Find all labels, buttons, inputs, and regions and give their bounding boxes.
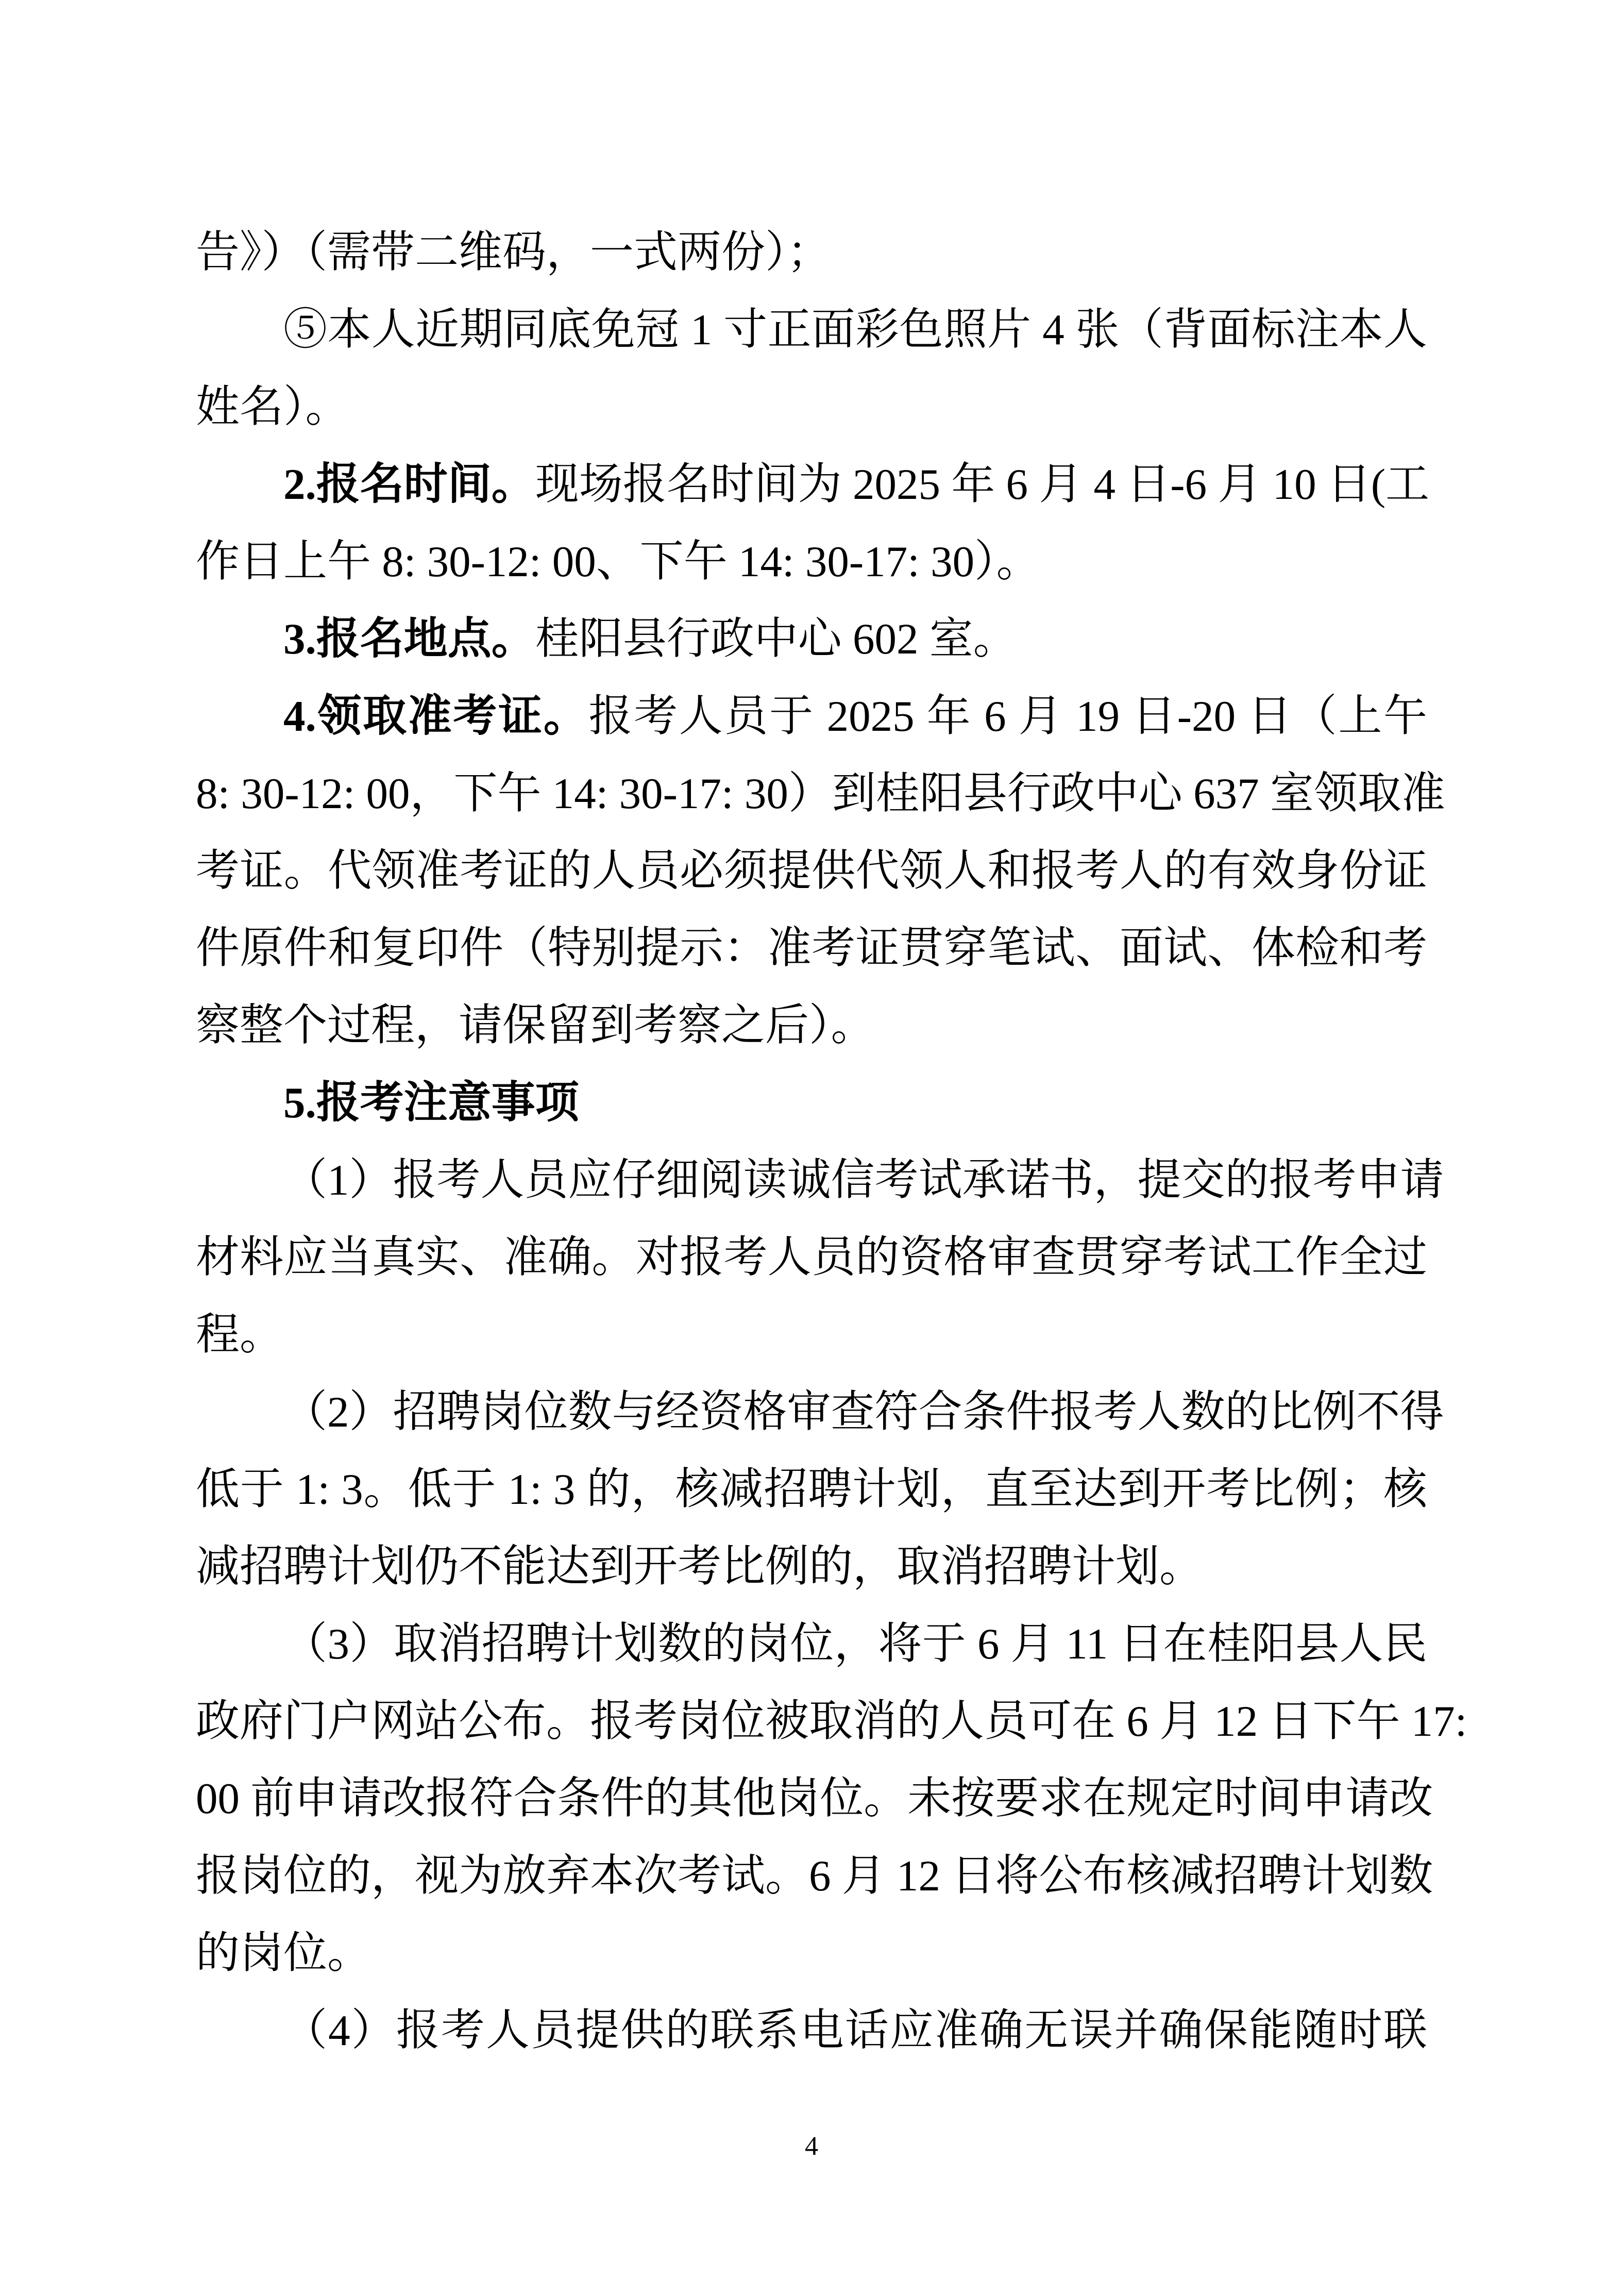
text-run: 政府门户网站公布。报考岗位被取消的人员可在 6 月 12 日下午 17: [196, 1697, 1467, 1746]
text-line [196, 1915, 1427, 1992]
text-line [196, 1451, 1427, 1528]
text-line [196, 1683, 1467, 1760]
text-line [196, 1837, 1433, 1915]
text-run: （3）取消招聘计划数的岗位，将于 6 月 11 日在桂阳县人民 [283, 1620, 1427, 1668]
text-run: （1）报考人员应仔细阅读诚信考试承诺书，提交的报考申请 [283, 1156, 1444, 1204]
bold-text-run: 2.报名时间。 [283, 460, 535, 509]
text-run: 材料应当真实、准确。对报考人员的资格审查贯穿考试工作全过 [196, 1233, 1427, 1282]
page-number: 4 [805, 2132, 818, 2161]
page-footer [0, 2127, 1623, 2166]
text-line [196, 1064, 1427, 1142]
text-line [196, 1605, 1427, 1683]
text-run: 减招聘计划仍不能达到开考比例的，取消招聘计划。 [196, 1543, 1204, 1591]
text-run: 程。 [196, 1311, 284, 1359]
text-run: 考证。代领准考证的人员必须提供代领人和报考人的有效身份证 [196, 847, 1427, 895]
text-run: 告》）（需带二维码，一式两份）； [196, 228, 831, 277]
text-line [196, 910, 1427, 987]
text-run: 低于 1: 3。低于 1: 3 的，核减招聘计划，直至达到开考比例；核 [196, 1465, 1427, 1514]
text-line [196, 368, 1427, 446]
text-run: 作日上午 8: 30-12: 00、下午 14: 30-17: 30）。 [196, 538, 1040, 586]
bold-text-run: 4.领取准考证。 [283, 692, 589, 741]
text-line [196, 678, 1427, 755]
text-line [196, 1142, 1444, 1219]
text-run: （2）招聘岗位数与经资格审查符合条件报考人数的比例不得 [283, 1388, 1444, 1436]
text-line [196, 987, 1427, 1064]
text-run: 件原件和复印件（特别提示：准考证贯穿笔试、面试、体检和考 [196, 924, 1427, 973]
text-run: ⑤本人近期同底免冠 1 寸正面彩色照片 4 张（背面标注本人 [283, 306, 1427, 354]
text-line [196, 755, 1445, 832]
text-line [196, 523, 1427, 600]
text-line [196, 1296, 1427, 1373]
text-run: （4）报考人员提供的联系电话应准确无误并确保能随时联 [283, 2006, 1427, 2055]
document-body [196, 214, 1467, 2069]
text-line [196, 832, 1427, 910]
text-run: 姓名）。 [196, 383, 349, 431]
bold-text-run: 5.报考注意事项 [283, 1079, 579, 1127]
text-line [196, 1219, 1427, 1296]
text-line [196, 1760, 1433, 1837]
text-line [196, 1373, 1444, 1451]
text-line [196, 1528, 1427, 1605]
text-run: 察整个过程，请保留到考察之后）。 [196, 1001, 875, 1050]
text-line [196, 214, 1427, 291]
text-run: 00 前申请改报符合条件的其他岗位。未按要求在规定时间申请改 [196, 1774, 1433, 1823]
text-run: 的岗位。 [196, 1929, 371, 1977]
text-run: 现场报名时间为 2025 年 6 月 4 日-6 月 10 日(工 [535, 460, 1430, 509]
text-line [196, 446, 1430, 523]
text-run: 8: 30-12: 00，下午 14: 30-17: 30）到桂阳县行政中心 637 室领取准 [196, 769, 1445, 818]
text-run: 报考人员于 2025 年 6 月 19 日-20 日（上午 [588, 692, 1427, 741]
text-run: 桂阳县行政中心 602 室。 [535, 615, 1017, 663]
text-line [196, 291, 1427, 368]
text-line [196, 600, 1427, 678]
text-line [196, 1992, 1427, 2069]
bold-text-run: 3.报名地点。 [283, 615, 535, 663]
text-run: 报岗位的，视为放弃本次考试。6 月 12 日将公布核减招聘计划数 [196, 1852, 1433, 1900]
